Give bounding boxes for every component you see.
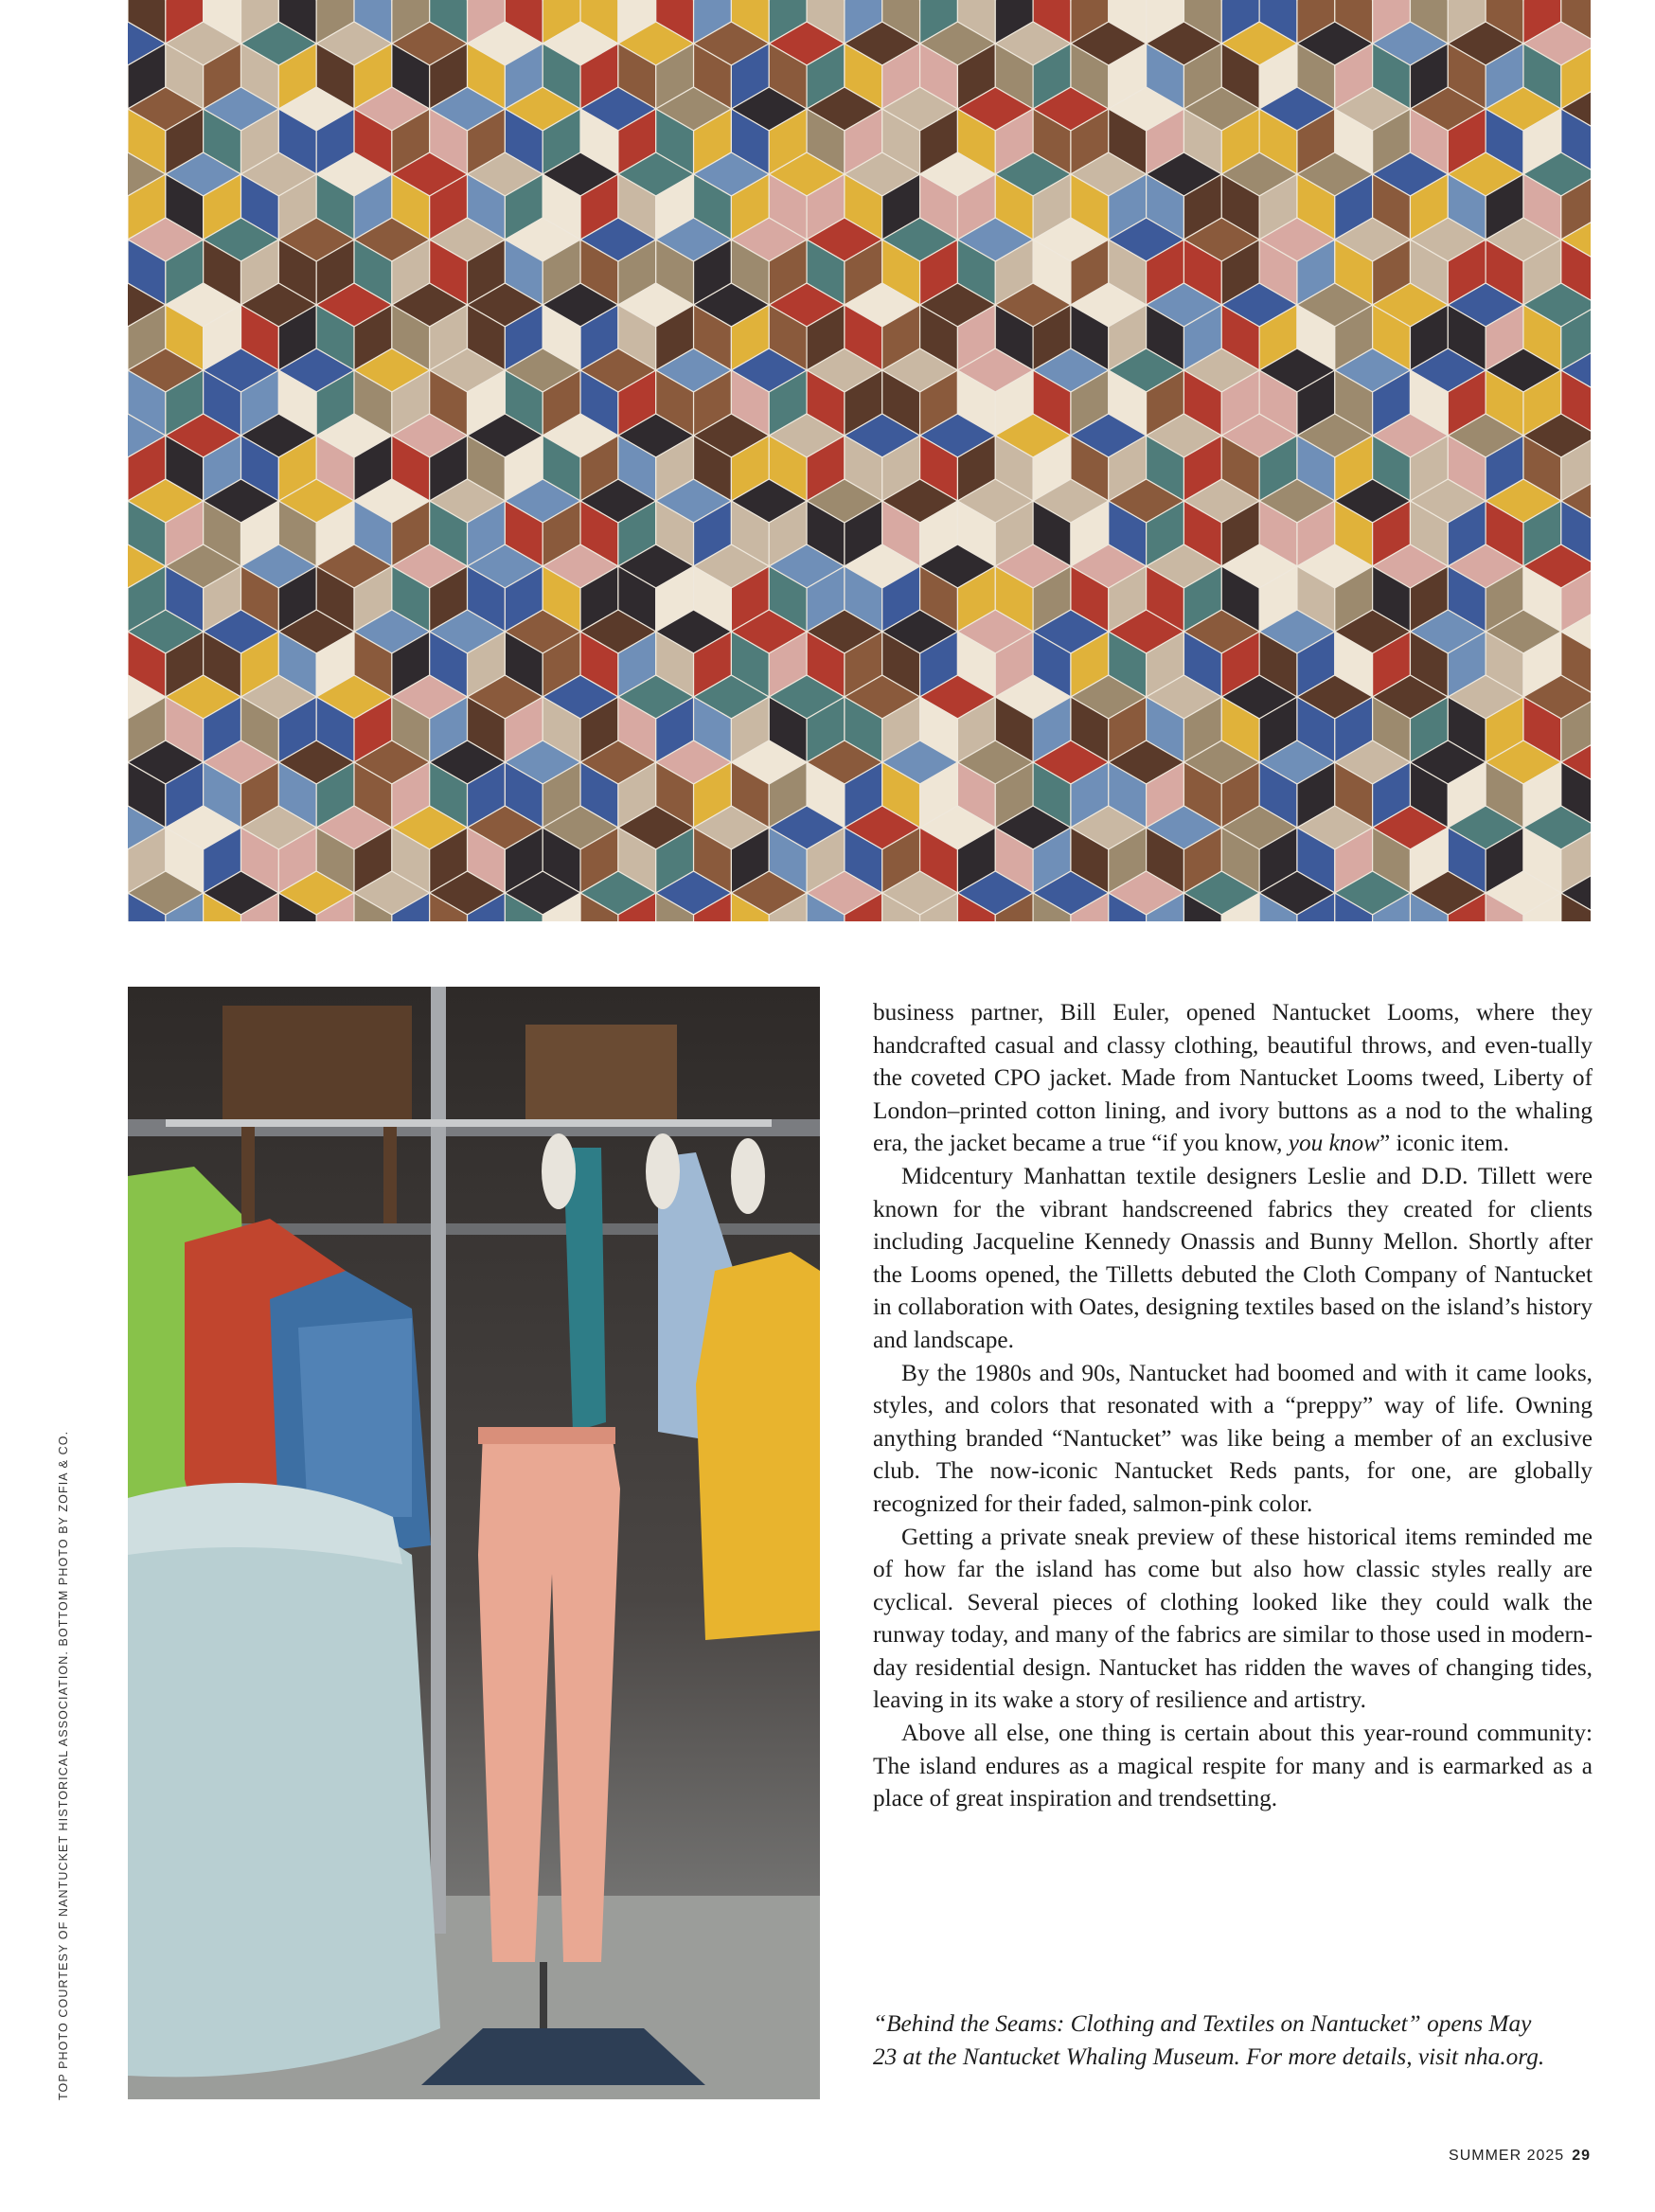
clothes-rail (166, 1119, 772, 1127)
page-number: 29 (1572, 2148, 1591, 2164)
paragraph-3: By the 1980s and 90s, Nantucket had boomed and with it came looks, styles, and colors that resonated with a “preppy” way of life. Owning anything branded “Nantucket” was like being a member of an exclusive club. The now-iconic Nantucket Reds pants, for one, are globally recognized for their faded, salmon-pink color. (873, 1359, 1593, 1517)
chair (222, 1006, 412, 1119)
paragraph-1 (873, 996, 1593, 1160)
paragraph-4: Getting a private sneak preview of these historical items reminded me of how far the island has come but also how classic styles really are cyclical. Several pieces of clothing looked like they could walk the runway today, and many of the fabrics are similar to those used in modern-day residential design. Nantucket has ridden the waves of changing tides, leaving in its wake a story of resilience and artistry. (873, 1523, 1593, 1714)
paragraph-2: Midcentury Manhattan textile designers Leslie and D.D. Tillett were known for the vibrant handscreened fabrics they created for clients including Jacqueline Kennedy Onassis and Bunny Mellon. Shortly after the Looms opened, the Tilletts debuted the Cloth Company of Nantucket in collaboration with Oates, designing textiles based on the island’s history and landscape. (873, 1162, 1593, 1353)
paragraph-1-emphasis: you know (1288, 1130, 1379, 1157)
article-body (873, 996, 1593, 1815)
quilted-petticoat (128, 1494, 440, 2077)
quilt-photo (128, 0, 1591, 921)
issue-label: SUMMER 2025 (1449, 2148, 1565, 2164)
rack-post (431, 987, 446, 1934)
photo-credit: TOP PHOTO COURTESY OF NANTUCKET HISTORICAL ASSOCIATION. BOTTOM PHOTO BY ZOFIA & CO. (57, 1430, 70, 2100)
yellow-jacket (696, 1252, 820, 1640)
exhibit-note: “Behind the Seams: Clothing and Textiles on Nantucket” opens May 23 at the Nantucket Whaling Museum. For more details, visit nha.org. (873, 2010, 1545, 2070)
page-footer (1449, 2148, 1591, 2165)
paragraph-1-end: ” iconic item. (1379, 1130, 1509, 1157)
quilt-illustration (128, 0, 1591, 921)
mannequin-stand (540, 1962, 547, 2028)
paragraph-5: Above all else, one thing is certain about this year-round community: The island endures as a magical respite for many and is earmarked as a place of great inspiration and trendsetting. (873, 1720, 1593, 1812)
clothing-display-illustration (128, 987, 820, 2099)
paragraph-1-text: business partner, Bill Euler, opened Nantucket Looms, where they handcrafted casual and classy clothing, beautiful throws, and even-tually the coveted CPO jacket. Made from Nantucket Looms tweed, Liberty of London–printed cotton lining, and ivory buttons as a nod to the whaling era, the jacket became a true “if you know, (873, 999, 1593, 1157)
clothing-display-photo (128, 987, 820, 2099)
